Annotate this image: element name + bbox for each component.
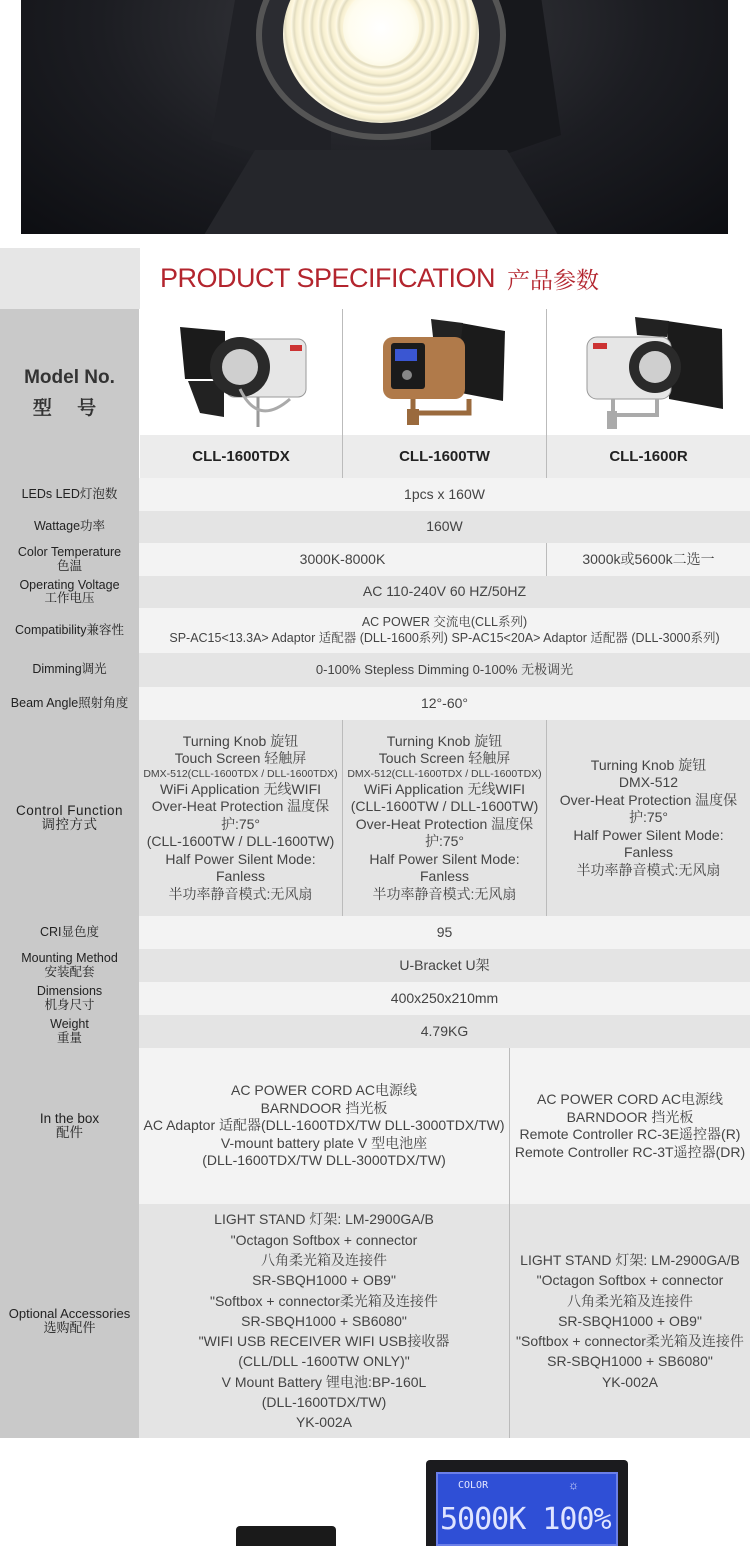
optional-line: YK-002A xyxy=(295,1414,353,1431)
control-line: Over-Heat Protection 温度保护:75° xyxy=(355,815,534,850)
optional-line: (DLL-1600TDX/TW) xyxy=(261,1394,387,1411)
row-label xyxy=(0,576,139,608)
model-name-2: CLL-1600TW xyxy=(343,435,546,478)
row-label-cn: 选购配件 xyxy=(43,1320,96,1335)
row-label xyxy=(0,982,139,1015)
bottom-product-visuals xyxy=(0,1438,750,1546)
control-line: Turning Knob 旋钮 xyxy=(386,732,503,749)
spec-row-leds xyxy=(0,478,750,511)
row-label-en: Control Function xyxy=(15,802,124,818)
control-line: 半功率静音模式:无风扇 xyxy=(168,885,313,902)
row-label xyxy=(0,949,139,982)
row-value: 400x250x210mm xyxy=(390,989,499,1006)
control-line: (CLL-1600TW / DLL-1600TW) xyxy=(350,798,539,815)
spec-row-color-temperature xyxy=(0,543,750,576)
optional-line: "WIFI USB RECEIVER WIFI USB接收器 xyxy=(198,1333,450,1350)
control-line: DMX-512 xyxy=(618,774,679,791)
row-label-cn: 机身尺寸 xyxy=(44,997,95,1012)
optional-line: SR-SBQH1000 + SB6080" xyxy=(241,1312,407,1329)
inbox-column-b xyxy=(510,1048,750,1204)
optional-line: YK-002A xyxy=(601,1373,659,1390)
row-value: 160W xyxy=(426,518,463,535)
optional-line: SR-SBQH1000 + SB6080" xyxy=(547,1353,713,1370)
row-label xyxy=(0,543,139,576)
spec-row-cri xyxy=(0,916,750,949)
optional-line: 八角柔光箱及连接件 xyxy=(567,1292,693,1309)
spec-row-mounting-method xyxy=(0,949,750,982)
row-label-cn: 色温 xyxy=(56,558,82,573)
optional-line: "Octagon Softbox + connector xyxy=(230,1231,418,1248)
inbox-line: AC POWER CORD AC电源线 xyxy=(537,1091,723,1107)
optional-line: SR-SBQH1000 + OB9" xyxy=(558,1312,702,1329)
row-label: CRI显色度 xyxy=(0,916,139,949)
row-label-en: Operating Voltage xyxy=(19,577,120,592)
model-column-3 xyxy=(547,309,750,478)
inbox-line: Remote Controller RC-3E遥控器(R) xyxy=(519,1126,741,1142)
spec-row-weight xyxy=(0,1015,750,1048)
product-image-3 xyxy=(547,309,750,435)
control-column-2 xyxy=(343,720,546,916)
row-value xyxy=(139,608,750,653)
product-image-1 xyxy=(140,309,342,435)
inbox-line: BARNDOOR 挡光板 xyxy=(260,1099,388,1116)
control-line: 半功率静音模式:无风扇 xyxy=(576,861,721,878)
hero-section xyxy=(0,0,750,248)
row-label-en: Color Temperature xyxy=(17,545,122,560)
row-label-cn: 安装配套 xyxy=(44,964,95,979)
optional-line: V Mount Battery 锂电池:BP-160L xyxy=(221,1373,427,1390)
spec-row-dimensions xyxy=(0,982,750,1015)
control-line: (CLL-1600TW / DLL-1600TW) xyxy=(146,833,335,850)
control-line: Over-Heat Protection 温度保护:75° xyxy=(151,798,330,832)
fresnel-light-icon xyxy=(140,309,342,435)
optional-column-a xyxy=(139,1204,509,1438)
inbox-line: (DLL-1600TDX/TW DLL-3000TDX/TW) xyxy=(202,1152,446,1169)
row-label-cn: 重量 xyxy=(56,1030,82,1045)
hero-product-photo xyxy=(21,0,728,234)
row-label: LEDs LED灯泡数 xyxy=(0,478,139,511)
spec-title: PRODUCT SPECIFICATION xyxy=(160,263,496,293)
spec-title-cell xyxy=(140,248,750,309)
row-value: 4.79KG xyxy=(420,1022,469,1039)
row-label: Compatibility兼容性 xyxy=(0,608,139,653)
row-label xyxy=(0,1204,139,1438)
model-label-en: Model No. xyxy=(24,367,115,388)
product-image-2 xyxy=(343,309,546,435)
spec-row-optional-accessories xyxy=(0,1204,750,1438)
row-label-cn: 调控方式 xyxy=(41,817,98,832)
remote-controller-image xyxy=(236,1526,336,1546)
lcd-color-label: COLOR xyxy=(458,1480,489,1491)
row-label-en: Optional Accessories xyxy=(8,1306,131,1322)
row-label-en: Dimensions xyxy=(36,984,103,999)
barndoor-bottom-flap xyxy=(201,150,561,234)
row-label-en: Weight xyxy=(50,1017,89,1032)
row-label: Wattage功率 xyxy=(0,511,139,543)
spec-row-dimming xyxy=(0,653,750,687)
optional-line: 八角柔光箱及连接件 xyxy=(261,1251,387,1268)
row-label-cn: 工作电压 xyxy=(44,591,95,605)
control-line: Over-Heat Protection 温度保护:75° xyxy=(559,791,738,826)
control-line: 半功率静音模式:无风扇 xyxy=(372,885,517,902)
fresnel-light-icon xyxy=(547,309,750,435)
control-column-3 xyxy=(547,720,750,916)
control-line: DMX-512(CLL-1600TDX / DLL-1600TDX) xyxy=(143,767,338,780)
optional-line: SR-SBQH1000 + OB9" xyxy=(252,1272,396,1289)
optional-line: LIGHT STAND 灯架: LM-2900GA/B xyxy=(520,1251,740,1268)
row-value: 0-100% Stepless Dimming 0-100% 无极调光 xyxy=(315,661,574,677)
inbox-line: AC POWER CORD AC电源线 xyxy=(231,1082,417,1099)
model-row xyxy=(0,309,750,478)
row-label-cn: 配件 xyxy=(56,1125,83,1140)
spec-row-control-function xyxy=(0,720,750,916)
row-value: 3000k或5600k二选一 xyxy=(582,550,715,567)
row-value: U-Bracket U架 xyxy=(399,956,490,973)
row-value: AC 110-240V 60 HZ/50HZ xyxy=(362,583,527,600)
spec-row-in-the-box xyxy=(0,1048,750,1204)
inbox-column-a xyxy=(139,1048,509,1204)
spec-row-wattage xyxy=(0,511,750,543)
model-column-2 xyxy=(343,309,546,478)
model-column-1 xyxy=(140,309,342,478)
spec-row-beam-angle xyxy=(0,687,750,720)
control-line: WiFi Application 无线WIFI xyxy=(159,780,322,797)
brightness-icon: ☼ xyxy=(568,1478,579,1492)
row-label xyxy=(0,1015,139,1048)
spec-row-compatibility xyxy=(0,608,750,653)
lcd-reading: 5000K 100% xyxy=(440,1502,611,1537)
optional-line: (CLL/DLL -1600TW ONLY)" xyxy=(238,1353,410,1370)
row-value: 3000K-8000K xyxy=(299,550,386,567)
row-label xyxy=(0,720,139,916)
compat-line-2: SP-AC15<13.3A> Adaptor 适配器 (DLL-1600系列) SP-AC15<20A> Adaptor 适配器 (DLL-3000系列) xyxy=(169,630,720,645)
control-line: Touch Screen 轻触屏 xyxy=(174,750,307,767)
spec-title-cn: 产品参数 xyxy=(507,267,600,293)
inbox-line: Remote Controller RC-3T遥控器(DR) xyxy=(514,1143,746,1160)
inbox-line: AC Adaptor 适配器(DLL-1600TDX/TW DLL-3000TDX/TW) xyxy=(143,1117,505,1134)
row-label: Dimming调光 xyxy=(0,653,139,687)
optional-line: LIGHT STAND 灯架: LM-2900GA/B xyxy=(214,1211,434,1228)
row-label xyxy=(0,1048,139,1204)
row-label: Beam Angle照射角度 xyxy=(0,687,139,720)
spec-header xyxy=(0,248,750,309)
fresnel-light-icon xyxy=(343,309,546,435)
row-value: 1pcs x 160W xyxy=(404,485,485,502)
optional-column-b xyxy=(510,1204,750,1438)
row-value: 95 xyxy=(436,923,453,940)
control-line: Half Power Silent Mode: Fanless xyxy=(165,850,316,885)
control-line: Half Power Silent Mode: Fanless xyxy=(369,850,520,885)
model-name-1: CLL-1600TDX xyxy=(140,435,342,478)
row-label-en: In the box xyxy=(39,1110,100,1126)
model-label xyxy=(0,309,139,478)
model-label-cn: 型 号 xyxy=(32,398,107,419)
row-label-en: Mounting Method xyxy=(21,951,118,966)
control-line: WiFi Application 无线WIFI xyxy=(363,780,526,797)
inbox-line: BARNDOOR 挡光板 xyxy=(566,1108,694,1125)
control-line: Half Power Silent Mode: Fanless xyxy=(573,826,724,861)
control-line: DMX-512(CLL-1600TDX / DLL-1600TDX) xyxy=(347,767,542,780)
control-column-1 xyxy=(139,720,342,916)
spec-row-operating-voltage xyxy=(0,576,750,608)
row-value: 12°-60° xyxy=(420,694,468,711)
optional-line: "Softbox + connector柔光箱及连接件 xyxy=(210,1292,438,1309)
control-line: Turning Knob 旋钮 xyxy=(590,756,707,773)
optional-line: "Softbox + connector柔光箱及连接件 xyxy=(516,1333,744,1350)
inbox-line: V-mount battery plate V 型电池座 xyxy=(220,1134,428,1151)
model-name-3: CLL-1600R xyxy=(547,435,750,478)
control-line: Touch Screen 轻触屏 xyxy=(378,750,511,767)
optional-line: "Octagon Softbox + connector xyxy=(536,1272,724,1289)
control-line: Turning Knob 旋钮 xyxy=(182,732,299,749)
compat-line-1: AC POWER 交流电(CLL系列) xyxy=(361,614,528,629)
